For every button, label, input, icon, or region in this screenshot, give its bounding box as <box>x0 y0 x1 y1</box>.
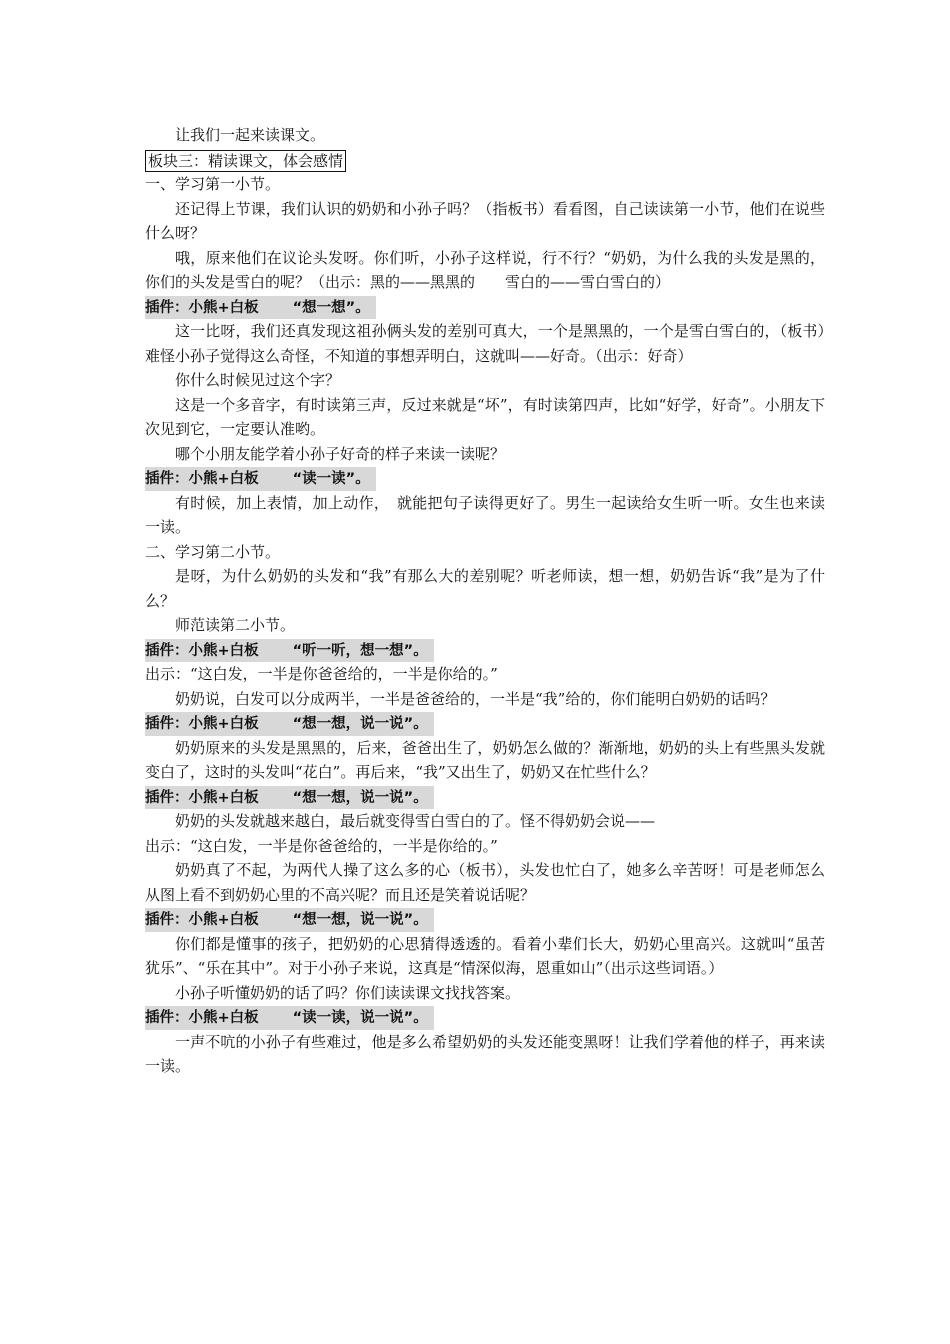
paragraph: 这一比呀，我们还真发现这祖孙俩头发的差别可真大，一个是黑黑的，一个是雪白雪白的，（板书）难怪小孙子觉得这么奇怪，不知道的事想弄明白，这就叫——好奇。（出示：好奇） <box>145 322 825 365</box>
paragraph: 你什么时候见过这个字？ <box>175 371 341 389</box>
document-body <box>145 123 825 1079</box>
paragraph: 奶奶的头发就越来越白，最后就变得雪白雪白的了。怪不得奶奶会说—— <box>175 812 656 830</box>
paragraph: 一声不吭的小孙子有些难过，他是多么希望奶奶的头发还能变黑呀！让我们学着他的样子，再来读一读。 <box>145 1032 825 1075</box>
plugin-note: 插件：小熊+白板 “想一想，说一说”。 <box>145 786 434 810</box>
paragraph: 哪个小朋友能学着小孙子好奇的样子来读一读呢？ <box>175 444 506 463</box>
part1-heading: 一、学习第一小节。 <box>145 175 281 193</box>
paragraph: 有时候，加上表情，加上动作， 就能把句子读得更好了。男生一起读给女生听一听。女生也来读一读。 <box>145 493 825 536</box>
paragraph: 奶奶真了不起，为两代人操了这么多的心（板书），头发也忙白了，她多么辛苦呀！可是老师怎么从图上看不到奶奶心里的不高兴呢？而且还是笑着说话呢？ <box>145 861 825 904</box>
paragraph: 是呀，为什么奶奶的头发和“我”有那么大的差别呢？听老师读，想一想，奶奶告诉“我”是为了什么？ <box>145 567 825 610</box>
section-title: 板块三：精读课文，体会感情 <box>145 150 346 172</box>
plugin-note: 插件：小熊+白板 “想一想”。 <box>145 296 376 320</box>
part2-heading: 二、学习第二小节。 <box>145 542 281 561</box>
paragraph: 奶奶原来的头发是黑黑的，后来，爸爸出生了，奶奶怎么做的？渐渐地，奶奶的头上有些黑头发就变白了，这时的头发叫“花白”。再后来，“我”又出生了，奶奶又在忙些什么？ <box>145 738 825 781</box>
display-quote: 出示：“这白发，一半是你爸爸给的，一半是你给的。” <box>145 665 498 683</box>
paragraph: 师范读第二小节。 <box>175 616 296 634</box>
plugin-note: 插件：小熊+白板 “读一读，说一说”。 <box>145 1006 434 1030</box>
plugin-note: 插件：小熊+白板 “读一读”。 <box>145 467 376 491</box>
intro-paragraph: 让我们一起来读课文。 <box>175 126 326 144</box>
plugin-note: 插件：小熊+白板 “想一想，说一说”。 <box>145 908 434 932</box>
plugin-note: 插件：小熊+白板 “想一想，说一说”。 <box>145 712 434 736</box>
paragraph: 小孙子听懂奶奶的话了吗？你们读读课文找找答案。 <box>175 983 521 1002</box>
paragraph: 这是一个多音字，有时读第三声，反过来就是“坏”，有时读第四声，比如“好学，好奇”。小朋友下次见到它，一定要认准哟。 <box>145 395 825 438</box>
paragraph: 奶奶说，白发可以分成两半，一半是爸爸给的，一半是“我”给的，你们能明白奶奶的话吗？ <box>175 689 776 708</box>
display-quote: 出示：“这白发，一半是你爸爸给的，一半是你给的。” <box>145 836 498 855</box>
paragraph: 你们都是懂事的孩子，把奶奶的心思猜得透透的。看着小辈们长大，奶奶心里高兴。这就叫“虽苦犹乐”、“乐在其中”。对于小孙子来说，这真是“情深似海，恩重如山”（出示这些词语。） <box>145 934 825 977</box>
plugin-note: 插件：小熊+白板 “听一听，想一想”。 <box>145 639 434 663</box>
paragraph: 还记得上节课，我们认识的奶奶和小孙子吗？（指板书）看看图，自己读读第一小节，他们在说些什么呀？ <box>145 199 825 242</box>
paragraph: 哦，原来他们在议论头发呀。你们听，小孙子这样说，行不行？“奶奶，为什么我的头发是黑的，你们的头发是雪白的呢？（出示：黑的——黑黑的 雪白的——雪白雪白的） <box>145 248 825 291</box>
